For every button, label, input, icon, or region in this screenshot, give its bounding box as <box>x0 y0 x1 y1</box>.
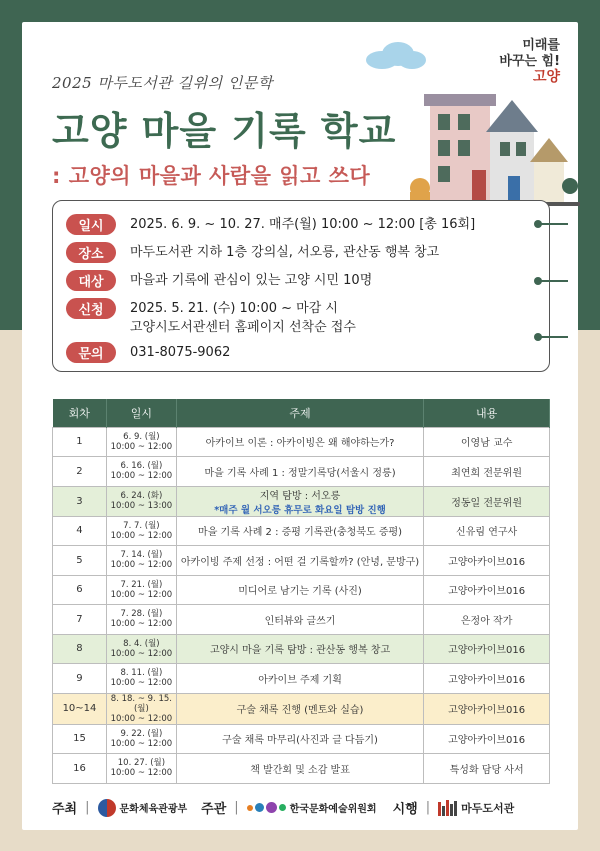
topic-note: *매주 월 서오릉 휴무로 화요일 탐방 진행 <box>214 504 386 516</box>
info-row-contact <box>66 342 230 363</box>
session-number: 10~14 <box>53 693 107 724</box>
session-topic <box>176 486 423 516</box>
session-date <box>106 427 176 457</box>
info-label: 일시 <box>66 214 116 235</box>
city-slogan <box>499 38 560 86</box>
binder-ring-icon <box>538 280 568 282</box>
table-row <box>53 516 550 546</box>
apply-period: 2025. 5. 21. (수) 10:00 ~ 마감 시 <box>130 301 338 316</box>
arko-logo-icon <box>247 802 286 813</box>
session-topic <box>176 457 423 487</box>
info-text: 2025. 6. 9. ~ 10. 27. 매주(월) 10:00 ~ 12:00 [총 16회] <box>130 217 476 232</box>
header-content: 내용 <box>424 399 550 427</box>
binder-ring-icon <box>538 223 568 225</box>
info-text: 마두도서관 지하 1층 강의실, 서오릉, 관산동 행복 창고 <box>130 245 440 260</box>
slogan-line-3: 고양 <box>532 69 560 86</box>
session-number: 1 <box>53 427 107 457</box>
session-content: 고양아카이브016 <box>424 575 550 605</box>
session-number: 5 <box>53 546 107 576</box>
topic-text: 책 발간회 및 소감 발표 <box>250 764 350 776</box>
session-number: 6 <box>53 575 107 605</box>
topic-text: 구술 채록 마무리(사진과 글 다듬기) <box>222 735 378 747</box>
session-content: 은정아 작가 <box>424 605 550 635</box>
table-row <box>53 724 550 754</box>
session-content: 고양아카이브016 <box>424 546 550 576</box>
session-number: 16 <box>53 754 107 784</box>
session-day: 6. 16. (월) <box>120 461 163 472</box>
session-time: 10:00 ~ 12:00 <box>110 678 173 689</box>
session-number: 9 <box>53 664 107 694</box>
session-day: 8. 18. ~ 9. 15.(월) <box>110 693 172 714</box>
topic-text: 아카이빙 주제 선정 : 어떤 걸 기록할까? (안녕, 문방구) <box>180 556 420 568</box>
house-illustration-icon <box>410 80 580 210</box>
session-number: 4 <box>53 516 107 546</box>
session-date <box>106 693 176 724</box>
session-number: 8 <box>53 634 107 664</box>
session-date <box>106 634 176 664</box>
table-row <box>53 427 550 457</box>
series-title: 2025 마두도서관 길위의 인문학 <box>52 74 273 92</box>
session-number: 2 <box>53 457 107 487</box>
session-content: 고양아카이브016 <box>424 634 550 664</box>
session-date <box>106 457 176 487</box>
session-day: 8. 11. (월) <box>120 668 163 679</box>
binder-ring-icon <box>538 336 568 338</box>
info-text <box>130 298 356 337</box>
slogan-line-1: 미래를 <box>522 38 560 53</box>
session-time: 10:00 ~ 12:00 <box>110 619 173 630</box>
session-content: 정동일 전문위원 <box>424 486 550 516</box>
topic-text: 아카이브 이론 : 아카이빙은 왜 해야하는가? <box>205 438 395 450</box>
topic-text: 인터뷰와 글쓰기 <box>264 615 336 627</box>
session-date <box>106 724 176 754</box>
session-content: 이영남 교수 <box>424 427 550 457</box>
info-text: 마을과 기록에 관심이 있는 고양 시민 10명 <box>130 273 373 288</box>
session-time: 10:00 ~ 12:00 <box>110 589 173 600</box>
topic-text: 미디어로 남기는 기록 (사진) <box>238 586 362 598</box>
session-day: 6. 24. (화) <box>120 491 163 501</box>
info-row-target <box>66 270 372 291</box>
session-number: 15 <box>53 724 107 754</box>
session-topic <box>176 664 423 694</box>
session-date <box>106 754 176 784</box>
session-day: 7. 28. (월) <box>120 609 163 620</box>
session-date <box>106 575 176 605</box>
topic-text: 지역 탐방 : 서오릉 <box>259 490 341 502</box>
topic-text: 구술 채록 진행 (멘토와 실습) <box>236 705 364 716</box>
table-row <box>53 575 550 605</box>
info-row-apply <box>66 298 356 337</box>
topic-text: 마을 기록 사례 1 : 정말기록당(서울시 정릉) <box>204 467 396 479</box>
session-time: 10:00 ~ 12:00 <box>110 648 173 659</box>
session-date <box>106 516 176 546</box>
table-row <box>53 457 550 487</box>
session-date <box>106 486 176 516</box>
session-topic <box>176 724 423 754</box>
session-content: 신유림 연구사 <box>424 516 550 546</box>
session-content: 고양아카이브016 <box>424 664 550 694</box>
table-row <box>53 486 550 516</box>
session-time: 10:00 ~ 12:00 <box>110 471 173 482</box>
host-label: 주최 <box>52 802 78 817</box>
session-day: 7. 21. (월) <box>120 579 163 590</box>
table-row <box>53 754 550 784</box>
table-header-row <box>53 399 550 427</box>
executor-label: 시행 <box>392 802 418 817</box>
session-time: 10:00 ~ 12:00 <box>110 713 173 724</box>
session-time: 10:00 ~ 12:00 <box>110 530 173 541</box>
host-org: 문화체육관광부 <box>119 804 188 815</box>
session-content: 고양아카이브016 <box>424 724 550 754</box>
session-day: 8. 4. (월) <box>123 638 160 649</box>
session-topic <box>176 605 423 635</box>
session-number: 7 <box>53 605 107 635</box>
topic-text: 고양시 마을 기록 탐방 : 관산동 행복 창고 <box>209 645 391 657</box>
session-content: 최연희 전문위원 <box>424 457 550 487</box>
info-row-date <box>66 214 475 235</box>
session-topic <box>176 634 423 664</box>
session-day: 9. 22. (월) <box>120 728 163 739</box>
table-row <box>53 634 550 664</box>
info-label: 문의 <box>66 342 116 363</box>
table-row <box>53 605 550 635</box>
session-topic <box>176 575 423 605</box>
table-row <box>53 664 550 694</box>
apply-method: 고양시도서관센터 홈페이지 선착순 접수 <box>130 320 356 335</box>
page-subtitle: : 고양의 마을과 사람을 읽고 쓰다 <box>52 164 371 188</box>
session-content: 고양아카이브016 <box>424 693 550 724</box>
session-time: 10:00 ~ 13:00 <box>110 501 173 511</box>
organizer-org: 한국문화예술위원회 <box>289 804 377 815</box>
topic-text: 아카이브 주제 기획 <box>258 674 342 686</box>
mcst-logo-icon <box>98 799 116 817</box>
table-row <box>53 546 550 576</box>
session-day: 7. 14. (월) <box>120 550 163 561</box>
session-time: 10:00 ~ 12:00 <box>110 560 173 571</box>
session-day: 6. 9. (월) <box>123 431 160 442</box>
header-session: 회차 <box>53 399 107 427</box>
session-topic <box>176 516 423 546</box>
session-time: 10:00 ~ 12:00 <box>110 738 173 749</box>
header-topic: 주제 <box>176 399 423 427</box>
executor-org: 마두도서관 <box>461 801 515 815</box>
session-day: 10. 27. (월) <box>117 758 166 769</box>
header-date: 일시 <box>106 399 176 427</box>
session-time: 10:00 ~ 12:00 <box>110 441 173 452</box>
session-time: 10:00 ~ 12:00 <box>110 768 173 779</box>
session-topic <box>176 693 423 724</box>
session-date <box>106 664 176 694</box>
session-number: 3 <box>53 486 107 516</box>
session-topic <box>176 546 423 576</box>
info-label: 대상 <box>66 270 116 291</box>
info-row-place <box>66 242 439 263</box>
session-topic <box>176 754 423 784</box>
topic-text: 마을 기록 사례 2 : 증평 기록관(충청북도 증평) <box>198 527 403 539</box>
library-logo-icon <box>438 800 457 816</box>
session-date <box>106 546 176 576</box>
info-label: 장소 <box>66 242 116 263</box>
info-text: 031-8075-9062 <box>130 345 231 360</box>
organizer-label: 주관 <box>201 802 227 817</box>
footer: 주최 | 문화체육관광부 주관 | 한국문화예술위원회 시행 | 마두도서관 <box>52 800 515 817</box>
session-topic <box>176 427 423 457</box>
cloud-icon <box>360 40 430 70</box>
page-title: 고양 마을 기록 학교 <box>52 109 397 153</box>
info-label: 신청 <box>66 298 116 319</box>
schedule-table <box>52 399 550 784</box>
session-day: 7. 7. (월) <box>123 520 160 531</box>
session-date <box>106 605 176 635</box>
session-content: 특성화 담당 사서 <box>424 754 550 784</box>
table-row <box>53 693 550 724</box>
slogan-line-2: 바꾸는 힘! <box>499 53 560 69</box>
